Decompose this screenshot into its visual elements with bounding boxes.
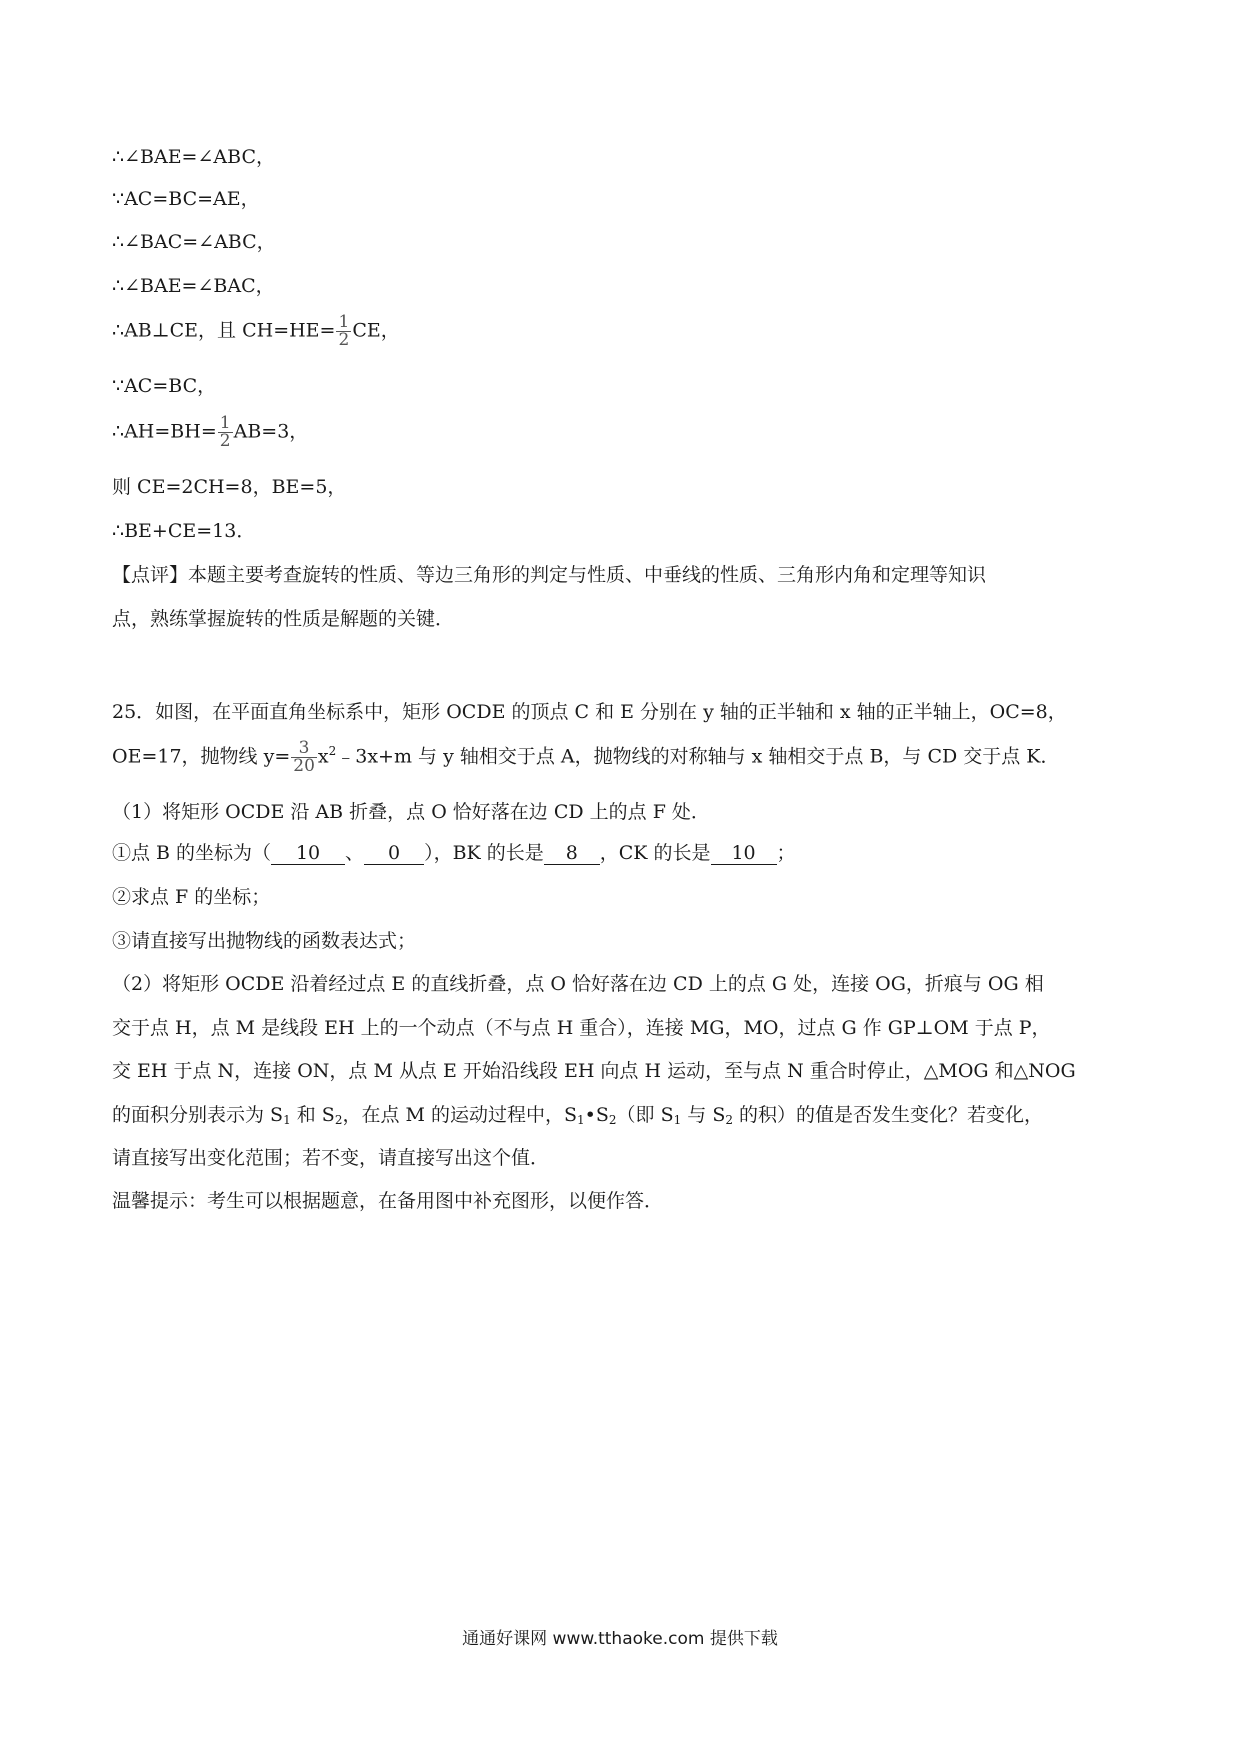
hint-line: 温馨提示：考生可以根据题意，在备用图中补充图形，以便作答．: [112, 1190, 664, 1212]
footer: 通通好课网 www.tthaoke.com 提供下载: [462, 1629, 778, 1649]
denominator: 2: [338, 330, 350, 350]
solution-line-8: 则 CE=2CH=8，BE=5，: [112, 476, 347, 498]
solution-line-1: ∴∠BAE=∠ABC，: [112, 146, 275, 168]
question-2-line-1: （2）将矩形 OCDE 沿着经过点 E 的直线折叠，点 O 恰好落在边 CD 上的点 G 处，连接 OG，折痕与 OG 相: [112, 973, 1044, 995]
variable: x: [317, 745, 329, 768]
question-1c: ③请直接写出抛物线的函数表达式；: [112, 930, 417, 952]
solution-line-4: ∴∠BAE=∠BAC，: [112, 275, 275, 297]
solution-line-5: [112, 314, 400, 349]
question-2-line-5: 请直接写出变化范围；若不变，请直接写出这个值．: [112, 1147, 550, 1169]
fraction: [218, 415, 233, 450]
text: ∴AH=BH=: [112, 420, 217, 443]
text: ①点 B 的坐标为（: [112, 842, 272, 864]
text: 、: [345, 842, 365, 864]
question-1b: ②求点 F 的坐标；: [112, 886, 271, 908]
comment-line-2: 点，熟练掌握旋转的性质是解题的关键．: [112, 608, 455, 630]
question-1: （1）将矩形 OCDE 沿 AB 折叠，点 O 恰好落在边 CD 上的点 F 处．: [112, 801, 710, 823]
question-2-line-2: 交于点 H，点 M 是线段 EH 上的一个动点（不与点 H 重合），连接 MG，MO，过点 G 作 GP⊥OM 于点 P，: [112, 1017, 1051, 1039]
numerator: 1: [219, 413, 231, 433]
text: ﹣3x+m 与 y 轴相交于点 A，抛物线的对称轴与 x 轴相交于点 B，与 CD 交于点 K．: [336, 745, 1060, 768]
text: 的积）的值是否发生变化？若变化，: [732, 1104, 1044, 1126]
answer-blank-2: 0: [364, 842, 424, 865]
text: AB=3，: [233, 420, 309, 443]
comment-line-1: 【点评】本题主要考查旋转的性质、等边三角形的判定与性质、中垂线的性质、三角形内角和定理等知识: [112, 564, 987, 586]
text: 的面积分别表示为 S: [112, 1104, 284, 1126]
text: ；: [776, 842, 796, 864]
question-2-line-4: [112, 1102, 1043, 1133]
subscript: 2: [608, 1113, 617, 1127]
subscript: 2: [334, 1113, 343, 1127]
denominator: 2: [219, 431, 231, 451]
text: ，CK 的长是: [599, 842, 711, 864]
question-1a: [112, 840, 796, 866]
text: ），BK 的长是: [424, 842, 544, 864]
answer-blank-3: 8: [544, 842, 600, 865]
numerator: 3: [291, 740, 317, 758]
text: 与 S: [681, 1104, 726, 1126]
question-2-line-3: 交 EH 于点 N，连接 ON，点 M 从点 E 开始沿线段 EH 向点 H 运动，至与点 N 重合时停止，△MOG 和△NOG: [112, 1060, 1076, 1082]
exponent: 2: [328, 744, 337, 758]
fraction: [291, 737, 317, 776]
answer-blank-1: 10: [271, 842, 345, 865]
problem-line-1: 25．如图，在平面直角坐标系中，矩形 OCDE 的顶点 C 和 E 分别在 y 轴的正半轴和 x 轴的正半轴上，OC=8，: [112, 701, 1067, 723]
solution-line-9: ∴BE+CE=13．: [112, 520, 256, 542]
denominator: 20: [293, 755, 315, 776]
text: •S: [584, 1104, 609, 1126]
solution-line-7: [112, 415, 308, 450]
subscript: 2: [725, 1113, 733, 1127]
answer-blank-4: 10: [711, 842, 777, 865]
solution-line-3: ∴∠BAC=∠ABC，: [112, 231, 276, 253]
subscript: 1: [673, 1113, 682, 1127]
subscript: 1: [283, 1113, 291, 1127]
numerator: 1: [338, 312, 350, 332]
solution-line-6: ∵AC=BC，: [112, 375, 217, 397]
text: （即 S: [616, 1104, 674, 1126]
text: 和 S: [290, 1104, 335, 1126]
fraction: [336, 314, 351, 349]
subscript: 1: [577, 1113, 585, 1127]
text: ∴AB⊥CE，且 CH=HE=: [112, 319, 336, 342]
problem-line-2: [112, 738, 1060, 775]
text: OE=17，抛物线 y=: [112, 745, 291, 768]
text: CE，: [352, 319, 400, 342]
solution-line-2: ∵AC=BC=AE，: [112, 188, 260, 210]
text: ，在点 M 的运动过程中，S: [342, 1104, 578, 1126]
